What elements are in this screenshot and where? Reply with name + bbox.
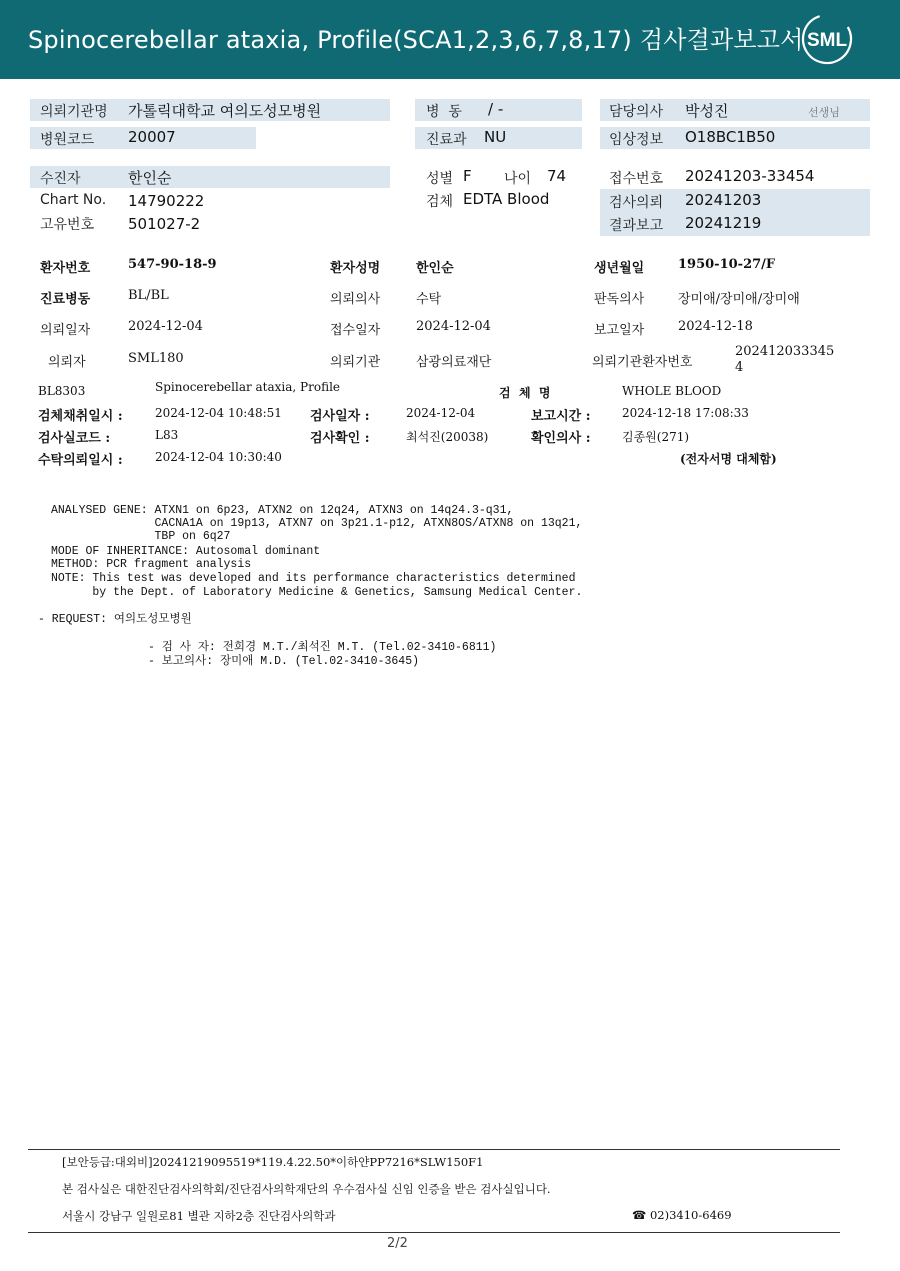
clinical-value: O18BC1B50 (685, 128, 776, 146)
confirmdoc-value: 김종원(271) (622, 430, 690, 444)
esign-note: (전자서명 대체함) (680, 452, 777, 466)
collect-value: 2024-12-04 10:48:51 (155, 406, 282, 420)
test-specimen: WHOLE BLOOD (622, 384, 722, 398)
requester-value: SML180 (128, 351, 184, 366)
report-line: MODE OF INHERITANCE: Autosomal dominant (51, 545, 321, 558)
reqdate-label: 의뢰일자 (40, 323, 91, 338)
dob-label: 생년월일 (594, 261, 645, 276)
receipt-label: 접수번호 (609, 171, 664, 187)
specimen-label: 검체 (426, 194, 454, 210)
instpid-value-line1: 202412033345 (735, 344, 835, 359)
consign-label: 수탁의뢰일시 : (38, 453, 123, 468)
report-line: by the Dept. of Laboratory Medicine & Genetics, Samsung Medical Center. (51, 586, 583, 599)
pname-value: 한인순 (416, 261, 454, 276)
pid-label: 환자번호 (40, 261, 91, 276)
requester-label: 의뢰자 (48, 355, 86, 370)
receipt-value: 20241203-33454 (685, 167, 815, 185)
svg-text:SML: SML (806, 30, 848, 51)
pid-value: 547-90-18-9 (128, 257, 217, 272)
confirm-value: 최석진(20038) (406, 430, 489, 444)
page-number: 2/2 (387, 1236, 408, 1251)
dob-value: 1950-10-27/F (678, 257, 776, 272)
security-line: [보안등급:대외비]20241219095519*119.4.22.50*이하얀PP7216*SLW150F1 (62, 1155, 484, 1169)
instpid-value-line2: 4 (735, 360, 744, 375)
phone-line: ☎ 02)3410-6469 (632, 1208, 732, 1222)
patient-label: 수진자 (40, 171, 81, 187)
result-value: 20241219 (685, 214, 762, 232)
doctor-value: 박성진 (685, 102, 729, 120)
recvdate-value: 2024-12-04 (416, 319, 491, 334)
doctor-suffix: 선생님 (808, 106, 840, 119)
age-label: 나이 (504, 171, 532, 187)
report-title: Spinocerebellar ataxia, Profile(SCA1,2,3,6,7,8,17) 검사결과보고서 (28, 26, 804, 54)
testdate-value: 2024-12-04 (406, 406, 476, 420)
reqdate-value: 2024-12-04 (128, 319, 203, 334)
confirmdoc-label: 확인의사 : (531, 431, 591, 446)
address-line: 서울시 강남구 일원로81 별관 지하2층 진단검사의학과 (62, 1209, 336, 1223)
report-line: CACNA1A on 19p13, ATXN7 on 3p21.1-p12, ATXN8OS/ATXN8 on 13q21, (51, 517, 583, 530)
report-line: TBP on 6q27 (51, 530, 231, 543)
sml-logo (800, 12, 854, 66)
testdate-label: 검사일자 : (310, 409, 370, 424)
dept-value: NU (484, 128, 507, 146)
report-line: ANALYSED GENE: ATXN1 on 6p23, ATXN2 on 12q24, ATXN3 on 14q24.3-q31, (51, 504, 514, 517)
reader-value: 장미애/장미애/장미애 (678, 292, 800, 307)
patient-value: 한인순 (128, 169, 172, 187)
certification-line: 본 검사실은 대한진단검사의학회/진단검사의학재단의 우수검사실 신임 인증을 받은 검사실입니다. (62, 1182, 551, 1196)
request-line: - REQUEST: 여의도성모병원 (38, 613, 192, 626)
reqdoc-value: 수탁 (416, 292, 442, 307)
repdate-value: 2024-12-18 (678, 319, 753, 334)
ward2-value: BL/BL (128, 288, 169, 303)
report-header (0, 0, 900, 79)
sex-label: 성별 (426, 171, 454, 187)
report-line: NOTE: This test was developed and its performance characteristics determined (51, 572, 576, 585)
labcode-label: 검사실코드 : (38, 431, 111, 446)
recvdate-label: 접수일자 (330, 323, 381, 338)
confirm-label: 검사확인 : (310, 431, 370, 446)
sex-value: F (463, 167, 472, 185)
consign-value: 2024-12-04 10:30:40 (155, 450, 282, 464)
reqinst-value: 삼광의료재단 (416, 355, 492, 370)
clinical-label: 임상정보 (609, 132, 664, 148)
collect-label: 검체채취일시 : (38, 409, 123, 424)
hospital-code-value: 20007 (128, 128, 176, 146)
institution-label: 의뢰기관명 (40, 104, 108, 120)
footer-bottom-rule (28, 1232, 840, 1233)
staff-line: - 검 사 자: 전희경 M.T./최석진 M.T. (Tel.02-3410-6811) (148, 641, 497, 654)
institution-value: 가톨릭대학교 여의도성모병원 (128, 102, 322, 120)
footer-top-rule (28, 1149, 840, 1150)
chart-label: Chart No. (40, 192, 107, 208)
test-specimen-label: 검 체 명 (499, 386, 551, 400)
result-label: 결과보고 (609, 218, 664, 234)
reporttime-label: 보고시간 : (531, 409, 591, 424)
ward-value: / - (488, 100, 504, 118)
reqinst-label: 의뢰기관 (330, 355, 381, 370)
labcode-value: L83 (155, 428, 179, 442)
instpid-label: 의뢰기관환자번호 (592, 355, 693, 370)
ward-label: 병 동 (426, 104, 462, 120)
reporttime-value: 2024-12-18 17:08:33 (622, 406, 749, 420)
reqdoc-label: 의뢰의사 (330, 292, 381, 307)
unique-label: 고유번호 (40, 217, 95, 233)
staff-line: - 보고의사: 장미애 M.D. (Tel.02-3410-3645) (148, 655, 419, 668)
hospital-code-label: 병원코드 (40, 132, 95, 148)
reader-label: 판독의사 (594, 292, 645, 307)
patient-box (30, 166, 390, 188)
chart-value: 14790222 (128, 192, 205, 210)
test-code: BL8303 (38, 384, 86, 398)
ward2-label: 진료병동 (40, 292, 91, 307)
test-name: Spinocerebellar ataxia, Profile (155, 380, 341, 394)
age-value: 74 (547, 167, 567, 185)
repdate-label: 보고일자 (594, 323, 645, 338)
doctor-label: 담당의사 (609, 104, 664, 120)
report-line: METHOD: PCR fragment analysis (51, 558, 252, 571)
specimen-value: EDTA Blood (463, 190, 550, 208)
unique-value: 501027-2 (128, 215, 201, 233)
request-label: 검사의뢰 (609, 195, 664, 211)
dept-label: 진료과 (426, 132, 467, 148)
request-value: 20241203 (685, 191, 762, 209)
pname-label: 환자성명 (330, 261, 381, 276)
